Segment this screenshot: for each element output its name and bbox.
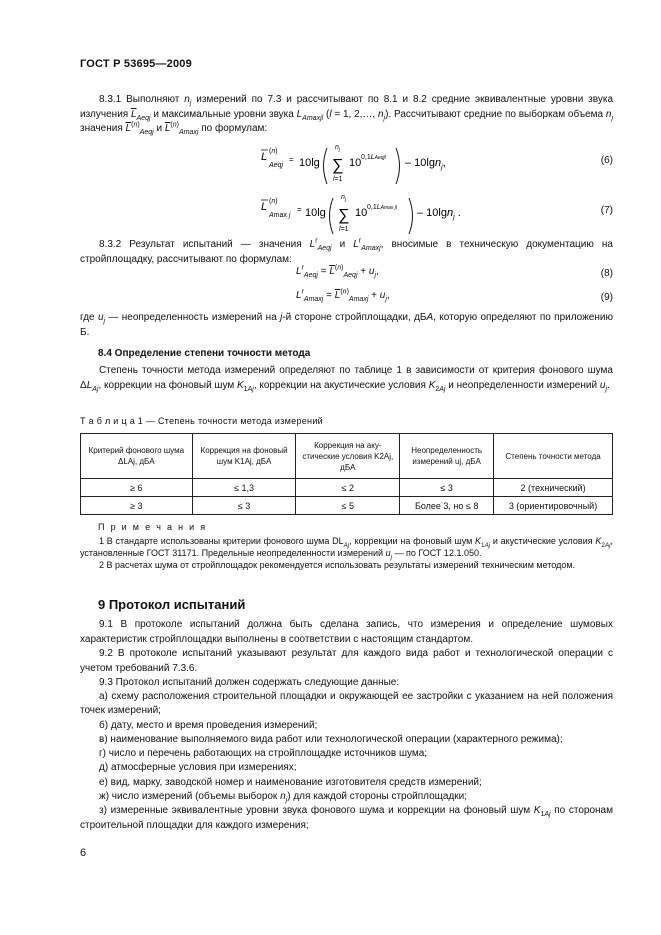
table-cell: Более 3, но ≤ 8 [400,497,494,515]
table-caption: Т а б л и ц а 1 — Степень точности метода измерений [80,416,323,426]
page-number: 6 [80,847,87,859]
svg-text:=: = [289,155,294,164]
svg-text:Aeqj: Aeqj [269,162,284,169]
svg-text:10lg: 10lg [305,207,326,219]
formula-6-number: (6) [600,155,613,166]
table-header-cell: Степень точности метода [494,434,613,479]
svg-text:10: 10 [349,157,362,169]
table-header-cell: Критерий фонового шума ΔLAj, дБA [81,434,193,479]
formula-8-number: (8) [600,268,613,279]
table-cell: ≤ 5 [296,497,400,515]
formula-6 [255,140,495,190]
list-item: б) дату, место и время проведения измерений; [99,719,318,731]
paragraph-9-3: 9.3 Протокол испытаний должен содержать следующие данные: [99,677,400,688]
list-item: в) наименование выполняемого вида работ или технологической операции (характерного режима); [99,733,563,745]
formula-7-number: (7) [600,205,613,216]
table-cell: ≤ 3 [192,497,296,515]
list-item: з) измеренные эквивалентные уровни звука фонового шума и коррекции на фоновый шум $K_{1Aj}$ по сторонам строительной площадки для каждого измерения; [80,805,613,831]
table-row [81,497,613,515]
table-header-cell: Коррекция на фоновый шум K1Aj, дБA [192,434,296,479]
paragraph-9-1: 9.1 В протоколе испытаний должна быть сделана запись, что измерения и определение шумовых характеристик стройплощадки выполнены в соответствии с настоящим стандартом. [80,619,613,645]
svg-text:l=1: l=1 [333,176,343,183]
svg-text:0,1LAeqjl: 0,1LAeqjl [361,154,386,161]
table-cell: ≤ 3 [400,479,494,497]
paragraph-where: где $u_j$ — неопределенность измерений на j-й стороне стройплощадки, дБA, которую определяют по приложению Б. [80,312,613,338]
svg-text:L: L [261,151,268,163]
running-header: ГОСТ Р 53695—2009 [80,58,192,70]
table-cell: ≥ 6 [81,479,193,497]
svg-text:Amax j: Amax j [269,212,291,219]
svg-text:l=1: l=1 [339,226,349,233]
protocol-list [80,690,613,833]
note-1: 1 В стандарте использованы критерии фонового шума $DL_{Aj}$, коррекции на фоновый шум $K_{1Aj}$ и акустические условия $K_{2Aj}$, установленные ГОСТ 31171. Предельные неопределенности измерений $u_j$ — по ГОСТ 12.1.050. [80,536,613,561]
svg-text:nj: $n_j$ [341,194,347,203]
table-cell: 2 (технический) [494,479,613,497]
table-header-cell: Неопределенность измерений uj, дБA [400,434,494,479]
table-header-row [81,434,613,479]
svg-text:– 10lgnj .: – 10lgn$_j$ . [417,207,461,221]
svg-text:– 10lgnj,: – 10lgn$_j$, [405,157,446,171]
formula-9-number: (9) [600,292,613,303]
svg-text:=: = [297,205,302,214]
list-item: г) число и перечень работающих на стройплощадке источников шума; [99,748,428,760]
svg-text:∑: ∑ [338,207,350,224]
table-cell: ≤ 1,3 [192,479,296,497]
heading-9: 9 Протокол испытаний [98,597,246,612]
svg-text:nj: $n_j$ [335,144,341,153]
precision-table [80,433,613,515]
svg-text:10lg: 10lg [299,157,320,169]
note-2: 2 В расчетах шума от стройплощадок рекомендуется использовать результаты измерений техническим методом. [99,560,576,570]
list-item: ж) число измерений (объемы выборок $n_j$) для каждой стороны стройплощадки; [99,791,468,805]
svg-text:∑: ∑ [332,157,344,174]
heading-8-4: 8.4 Определение степени точности метода [98,348,311,359]
list-item: д) атмосферные условия при измерениях; [99,762,297,774]
formula-8: $L^r_{Aeqj} = \overline{L}^{(n)}_{Aeqj} + u_j$, [296,264,379,279]
table-row [81,479,613,497]
table-header-cell: Коррекция на аку-стические условия K2Aj, дБA [296,434,400,479]
table-cell: 3 (ориентировочный) [494,497,613,515]
formula-9: $L^r_{Amaxj} = \overline{L}^{(n)}_{Amaxj} + u_j$, [296,288,390,303]
table-cell: ≤ 2 [296,479,400,497]
paragraph-8-3-1: 8.3.1 Выполняют $n_j$ измерений по 7.3 и рассчитывают по 8.1 и 8.2 средние эквивалентные уровни звука излучения $\overline{L}_{Aeqj}$ и максимальные уровни звука $L_{Amaxjl}$ (l = 1, 2,…, $n_j$). Рассчитывают средние по выборкам объема $n_j$ значения $\overline{L}^{(n)}_{Aeqj}$ и $\overline{L}^{(n)}_{Amaxj}$ по формулам: [80,94,614,136]
svg-text:L: L [261,201,268,213]
paragraph-8-3-2: 8.3.2 Результат испытаний — значения $L^r_{Aeqj}$ и $L^r_{Amaxj}$, вносимые в техническую документацию на стройплощадку, рассчитывают по формулам: [80,237,613,265]
paragraph-8-4: Степень точности метода измерений определяют по таблице 1 в зависимости от критерия фонового шума $\Delta L_{Aj}$, коррекции на фоновый шум $K_{1Aj}$, коррекции на акустические условия $K_{2Aj}$ и неопределенности измерений $u_j$. [80,365,613,393]
svg-text:(n): (n) [269,198,278,205]
table-cell: ≥ 3 [81,497,193,515]
notes-title: П р и м е ч а н и я [98,522,207,532]
svg-text:0,1LAmax jl: 0,1LAmax jl [367,204,398,211]
paragraph-9-2: 9.2 В протоколе испытаний указывают результат для каждого вида работ и технологической операции с учетом требований 7.3.6. [80,648,613,674]
svg-text:(n): (n) [269,148,278,155]
svg-text:10: 10 [355,207,368,219]
formula-7 [255,190,495,240]
list-item: е) вид, марку, заводской номер и наименование изготовителя средств измерений; [99,776,482,788]
list-item: а) схему расположения строительной площадки и окружающей ее застройки с указанием на ней положения точек измерений; [80,691,613,717]
